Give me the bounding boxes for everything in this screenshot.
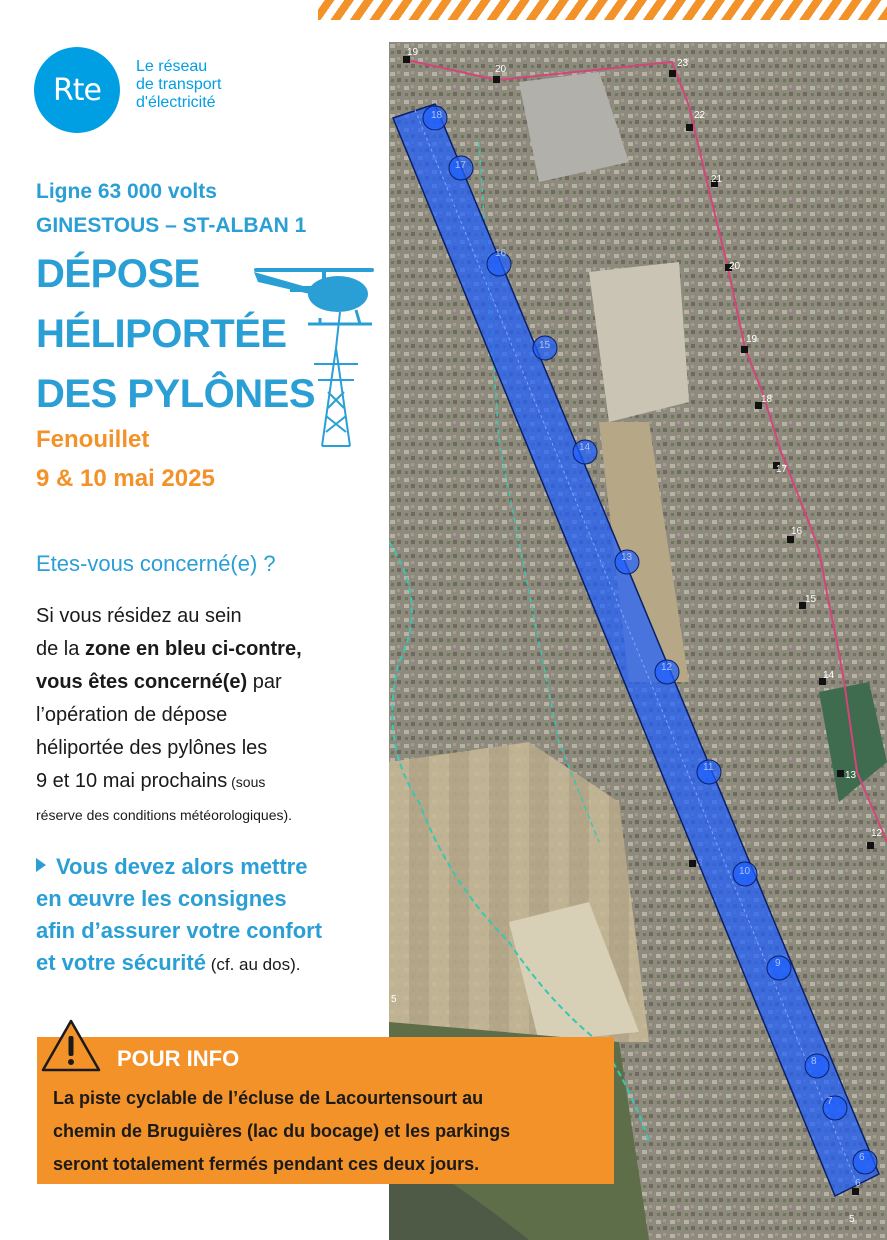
map-line-label: 19 — [407, 47, 419, 58]
map-line-label: 5 — [849, 1214, 855, 1225]
header-stripes — [318, 0, 887, 20]
section-question: Etes-vous concerné(e) ? — [36, 551, 276, 576]
zone-label: 8 — [811, 1056, 817, 1067]
tagline-line: Le réseau — [136, 58, 208, 75]
zone-label: 10 — [739, 866, 751, 877]
map-line-label: 14 — [823, 670, 835, 681]
zone-label: 6 — [855, 1178, 861, 1189]
para-line: Si vous résidez au sein — [36, 605, 242, 627]
title-line-2: HÉLIPORTÉE — [36, 312, 287, 356]
zone-label: 12 — [661, 662, 673, 673]
tagline-line: d'électricité — [136, 94, 216, 111]
map-line-label: 21 — [711, 174, 723, 185]
zone-label: 15 — [539, 340, 551, 351]
map-line-label: 23 — [677, 58, 689, 69]
warning-icon — [40, 1018, 102, 1074]
map-line-label: 12 — [871, 828, 883, 839]
zone-label: 16 — [495, 248, 507, 259]
map-line-label: 20 — [495, 64, 507, 75]
arrow-right-icon — [36, 858, 46, 872]
title-line-1: DÉPOSE — [36, 252, 200, 296]
info-body — [53, 1082, 609, 1181]
para-line — [36, 765, 376, 799]
rte-tagline — [136, 58, 221, 112]
para-text: 9 et 10 mai prochains — [36, 770, 228, 792]
instruction-note: (cf. au dos). — [205, 955, 301, 974]
zone-label: 9 — [775, 958, 781, 969]
info-line: La piste cyclable de l’écluse de Lacourtensourt au — [53, 1088, 484, 1108]
para-bold: zone en bleu ci-contre, — [84, 638, 302, 660]
info-line: chemin de Bruguières (lac du bocage) et les parkings — [53, 1121, 511, 1141]
para-line: héliportée des pylônes les — [36, 737, 268, 759]
map-line-label: 17 — [776, 464, 788, 475]
map-line-label: 13 — [845, 770, 857, 781]
map-line-label: 22 — [694, 110, 706, 121]
para-line — [36, 633, 376, 666]
map-line-label: 19 — [746, 334, 758, 345]
line-name: GINESTOUS – ST-ALBAN 1 — [36, 214, 307, 237]
para-line — [36, 666, 376, 699]
para-small: (sous — [227, 774, 266, 790]
zone-label: 6 — [859, 1152, 865, 1163]
para-bold: vous êtes concerné(e) — [36, 671, 248, 693]
info-title: POUR INFO — [117, 1046, 240, 1071]
title-line-3: DES PYLÔNES — [36, 372, 316, 416]
zone-label: 18 — [431, 110, 443, 121]
rte-logo-mark: Rte — [52, 72, 102, 108]
zone-label: 11 — [703, 762, 714, 773]
tagline-line: de transport — [136, 76, 222, 93]
concern-paragraph — [36, 600, 376, 832]
map-line-label: 20 — [729, 261, 741, 272]
helicopter-pylon-icon — [250, 252, 380, 447]
para-line-small: réserve des conditions météorologiques). — [36, 807, 293, 823]
map-line-label: 5 — [391, 994, 397, 1005]
zone-label: 17 — [455, 160, 467, 171]
line-voltage: Ligne 63 000 volts — [36, 180, 217, 203]
map-line-label: 16 — [791, 526, 803, 537]
instruction-line: en œuvre les consignes — [36, 886, 287, 911]
instruction-text: Vous devez alors mettre — [56, 854, 308, 879]
instruction-paragraph — [36, 851, 381, 981]
para-text: par — [247, 671, 282, 693]
map-line-label: 18 — [761, 394, 773, 405]
instruction-line — [36, 851, 381, 883]
instruction-line: afin d’assurer votre confort — [36, 918, 323, 943]
location: Fenouillet — [36, 426, 150, 453]
map-line-label: 15 — [805, 594, 817, 605]
zone-label: 13 — [621, 552, 633, 563]
para-line: l’opération de dépose — [36, 704, 228, 726]
info-line: seront totalement fermés pendant ces deux jours. — [53, 1154, 480, 1174]
instruction-text: et votre sécurité — [36, 950, 206, 975]
para-text: de la — [36, 638, 85, 660]
zone-label: 14 — [579, 442, 591, 453]
info-box — [37, 1037, 614, 1184]
zone-label: 7 — [827, 1096, 833, 1107]
instruction-line — [36, 947, 381, 981]
rte-logo — [34, 47, 120, 133]
event-date: 9 & 10 mai 2025 — [36, 465, 215, 492]
